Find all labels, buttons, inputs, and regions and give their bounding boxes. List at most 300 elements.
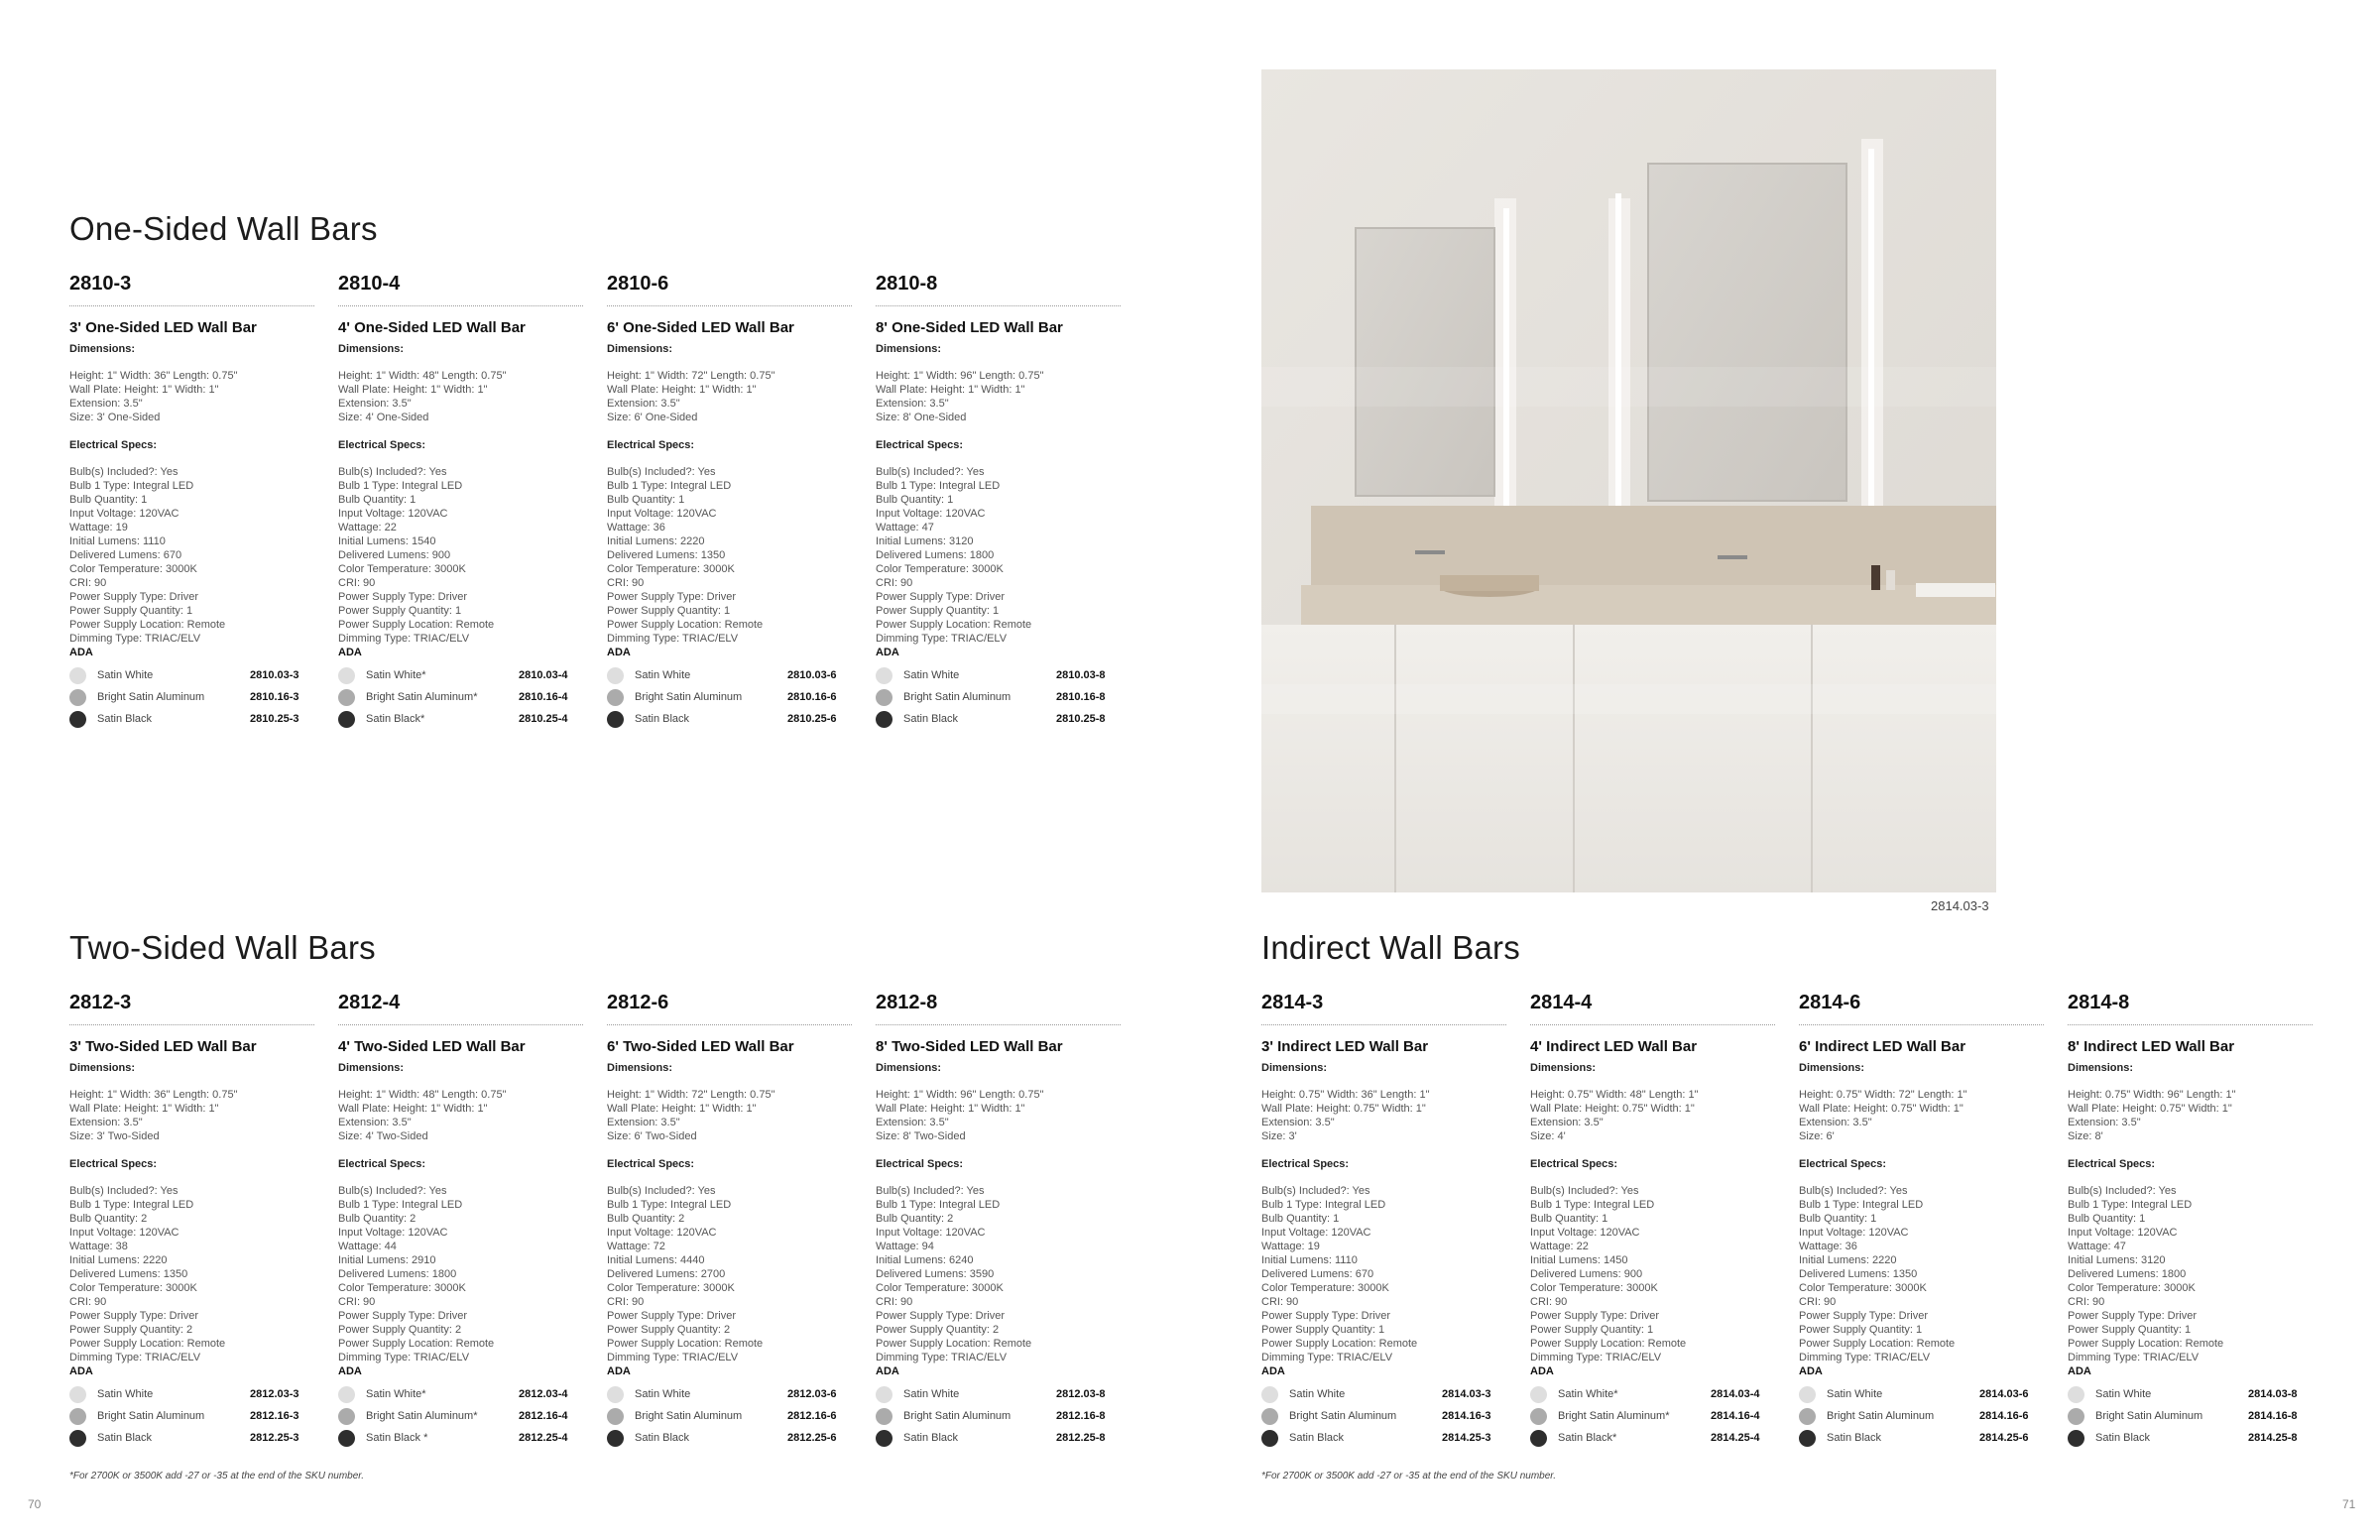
electrical-spec-line: Bulb 1 Type: Integral LED [1530,1199,1655,1211]
electrical-spec-line: Power Supply Location: Remote [1799,1338,1956,1350]
ada-label: ADA [607,647,631,658]
electrical-spec-line: Initial Lumens: 2220 [607,535,705,547]
finish-sku: 2812.16-3 [250,1410,299,1422]
model-number: 2810-6 [607,270,852,306]
finish-list [69,664,314,730]
electrical-specs-block [607,465,852,659]
electrical-specs-block [2068,1184,2313,1378]
dimension-line: Size: 8' Two-Sided [876,1130,966,1142]
dimension-line: Size: 4' [1530,1130,1566,1142]
dimensions-label: Dimensions: [69,1062,136,1074]
finish-sku: 2814.03-8 [2248,1388,2298,1400]
finish-list [876,664,1121,730]
finish-swatch-icon [338,689,355,706]
finish-swatch-icon [876,1430,892,1447]
ada-label: ADA [876,647,899,658]
model-number: 2814-6 [1799,989,2044,1025]
electrical-spec-line: Color Temperature: 3000K [607,563,735,575]
electrical-spec-line: Power Supply Quantity: 1 [2068,1324,2192,1336]
dimension-line: Height: 0.75" Width: 96" Length: 1" [2068,1089,2236,1101]
finish-name: Satin White* [1558,1388,1618,1400]
ada-label: ADA [338,647,362,658]
finish-row [69,1427,314,1449]
electrical-spec-line: Bulb Quantity: 2 [338,1213,416,1225]
finish-sku: 2812.03-6 [787,1388,837,1400]
finish-row [338,1405,583,1427]
electrical-spec-line: Bulb 1 Type: Integral LED [607,480,732,492]
dimensions-block [338,369,583,424]
electrical-spec-line: Power Supply Quantity: 1 [876,605,1000,617]
dimension-line: Wall Plate: Height: 1" Width: 1" [338,1103,488,1115]
electrical-specs-block [876,1184,1121,1378]
electrical-spec-line: CRI: 90 [876,577,913,589]
finish-name: Satin White [1289,1388,1346,1400]
electrical-spec-line: Bulb(s) Included?: Yes [338,466,447,478]
finish-row [69,686,314,708]
finish-name: Satin White [97,669,154,681]
electrical-spec-line: Power Supply Quantity: 1 [1261,1324,1385,1336]
finish-row [2068,1427,2313,1449]
finish-row [1261,1405,1506,1427]
finish-swatch-icon [338,1386,355,1403]
dimension-line: Height: 1" Width: 36" Length: 0.75" [69,1089,238,1101]
electrical-spec-line: Wattage: 36 [1799,1241,1857,1252]
electrical-spec-line: Initial Lumens: 1540 [338,535,436,547]
finish-swatch-icon [69,667,86,684]
dimension-line: Size: 6' Two-Sided [607,1130,697,1142]
finish-swatch-icon [1530,1430,1547,1447]
finish-sku: 2814.03-6 [1979,1388,2029,1400]
electrical-spec-line: Bulb 1 Type: Integral LED [1261,1199,1386,1211]
model-number: 2814-4 [1530,989,1775,1025]
finish-row [876,1405,1121,1427]
electrical-spec-line: Power Supply Quantity: 1 [607,605,731,617]
finish-swatch-icon [876,1408,892,1425]
electrical-spec-line: Wattage: 22 [338,522,397,533]
finish-row [69,708,314,730]
ada-label: ADA [876,1365,899,1377]
finish-swatch-icon [69,1386,86,1403]
finish-name: Satin Black [635,1432,690,1444]
finish-swatch-icon [69,689,86,706]
finish-sku: 2812.16-4 [519,1410,568,1422]
electrical-spec-line: Dimming Type: TRIAC/ELV [69,633,201,645]
finish-swatch-icon [876,1386,892,1403]
model-number: 2812-4 [338,989,583,1025]
electrical-spec-line: Delivered Lumens: 3590 [876,1268,995,1280]
electrical-spec-line: Delivered Lumens: 670 [1261,1268,1374,1280]
dimension-line: Extension: 3.5" [69,398,143,410]
finish-name: Satin Black [903,713,959,725]
finish-sku: 2812.03-3 [250,1388,299,1400]
dimension-line: Wall Plate: Height: 1" Width: 1" [69,1103,219,1115]
ada-label: ADA [338,1365,362,1377]
electrical-spec-line: Power Supply Location: Remote [338,1338,495,1350]
ada-label: ADA [1799,1365,1823,1377]
finish-name: Satin Black [635,713,690,725]
finish-swatch-icon [607,689,624,706]
finish-list [338,1383,583,1449]
model-number: 2812-6 [607,989,852,1025]
electrical-spec-line: Power Supply Location: Remote [607,1338,764,1350]
electrical-spec-line: CRI: 90 [1261,1296,1299,1308]
finish-sku: 2812.25-6 [787,1432,837,1444]
electrical-spec-line: Delivered Lumens: 1350 [1799,1268,1918,1280]
electrical-spec-line: Power Supply Location: Remote [1261,1338,1418,1350]
dimension-line: Size: 3' One-Sided [69,412,161,423]
finish-sku: 2814.03-3 [1442,1388,1491,1400]
electrical-spec-line: Bulb 1 Type: Integral LED [338,1199,463,1211]
electrical-spec-line: Input Voltage: 120VAC [69,1227,179,1239]
page-number-left: 70 [28,1497,42,1511]
finish-row [69,1383,314,1405]
dimension-line: Height: 1" Width: 96" Length: 0.75" [876,1089,1044,1101]
electrical-spec-line: CRI: 90 [607,1296,645,1308]
bathroom-illustration [1261,69,1996,892]
finish-row [607,664,852,686]
electrical-spec-line: Power Supply Type: Driver [876,591,1006,603]
electrical-spec-line: Bulb 1 Type: Integral LED [338,480,463,492]
finish-list [1261,1383,1506,1449]
electrical-spec-line: Power Supply Location: Remote [69,619,226,631]
finish-sku: 2810.25-6 [787,713,837,725]
finish-sku: 2812.25-8 [1056,1432,1106,1444]
dimension-line: Wall Plate: Height: 1" Width: 1" [607,1103,757,1115]
finish-row [607,686,852,708]
electrical-specs-label: Electrical Specs: [338,1158,426,1170]
dimension-line: Size: 6' [1799,1130,1835,1142]
electrical-spec-line: Power Supply Type: Driver [69,591,199,603]
dimensions-label: Dimensions: [1799,1062,1865,1074]
finish-name: Satin White [635,669,691,681]
finish-name: Satin Black [97,713,153,725]
finish-swatch-icon [1530,1408,1547,1425]
dimensions-label: Dimensions: [607,343,673,355]
electrical-specs-label: Electrical Specs: [2068,1158,2156,1170]
dimensions-block [607,1088,852,1143]
electrical-spec-line: Bulb Quantity: 2 [876,1213,954,1225]
finish-list [607,664,852,730]
electrical-spec-line: Wattage: 94 [876,1241,934,1252]
electrical-spec-line: Color Temperature: 3000K [607,1282,735,1294]
electrical-spec-line: Bulb 1 Type: Integral LED [69,1199,194,1211]
dimensions-label: Dimensions: [2068,1062,2134,1074]
dimension-line: Extension: 3.5" [1799,1117,1872,1128]
finish-sku: 2812.03-8 [1056,1388,1106,1400]
model-number: 2810-3 [69,270,314,306]
electrical-spec-line: Input Voltage: 120VAC [607,508,717,520]
dimension-line: Height: 1" Width: 48" Length: 0.75" [338,370,507,382]
product-column [69,270,314,730]
dimension-line: Size: 6' One-Sided [607,412,698,423]
finish-name: Satin White [2095,1388,2152,1400]
finish-sku: 2810.25-4 [519,713,568,725]
finish-swatch-icon [1261,1430,1278,1447]
finish-row [876,1383,1121,1405]
dimensions-block [1530,1088,1775,1143]
model-number: 2812-8 [876,989,1121,1025]
finish-swatch-icon [338,1408,355,1425]
finish-row [2068,1383,2313,1405]
dimension-line: Height: 1" Width: 72" Length: 0.75" [607,370,775,382]
electrical-spec-line: Power Supply Location: Remote [607,619,764,631]
electrical-specs-label: Electrical Specs: [69,1158,158,1170]
electrical-spec-line: Power Supply Quantity: 2 [607,1324,731,1336]
dimension-line: Height: 0.75" Width: 72" Length: 1" [1799,1089,1967,1101]
dimension-line: Extension: 3.5" [69,1117,143,1128]
finish-swatch-icon [1530,1386,1547,1403]
electrical-specs-block [69,465,314,659]
finish-swatch-icon [69,1430,86,1447]
finish-name: Bright Satin Aluminum* [1558,1410,1670,1422]
dimensions-block [876,369,1121,424]
finish-row [338,664,583,686]
finish-sku: 2810.03-4 [519,669,568,681]
electrical-spec-line: Power Supply Type: Driver [607,591,737,603]
finish-swatch-icon [1799,1408,1816,1425]
dimension-line: Wall Plate: Height: 0.75" Width: 1" [2068,1103,2232,1115]
electrical-specs-label: Electrical Specs: [1799,1158,1887,1170]
dimension-line: Size: 3' [1261,1130,1297,1142]
finish-row [1530,1383,1775,1405]
electrical-spec-line: Initial Lumens: 2910 [338,1254,436,1266]
finish-name: Bright Satin Aluminum [97,691,205,703]
dimension-line: Extension: 3.5" [607,398,680,410]
dimension-line: Wall Plate: Height: 1" Width: 1" [607,384,757,396]
electrical-spec-line: Power Supply Type: Driver [2068,1310,2198,1322]
electrical-spec-line: Power Supply Type: Driver [1799,1310,1929,1322]
dimensions-block [876,1088,1121,1143]
dimensions-block [607,369,852,424]
product-name: 3' Indirect LED Wall Bar [1261,1038,1429,1055]
model-number: 2812-3 [69,989,314,1025]
finish-name: Satin Black [903,1432,959,1444]
dimension-line: Extension: 3.5" [2068,1117,2141,1128]
finish-sku: 2812.03-4 [519,1388,568,1400]
finish-name: Bright Satin Aluminum [97,1410,205,1422]
electrical-spec-line: Color Temperature: 3000K [876,1282,1004,1294]
ada-label: ADA [1530,1365,1554,1377]
dimension-line: Height: 1" Width: 48" Length: 0.75" [338,1089,507,1101]
finish-sku: 2810.16-6 [787,691,837,703]
photo-caption: 2814.03-3 [1931,898,1989,913]
electrical-specs-label: Electrical Specs: [876,1158,964,1170]
product-column [876,989,1121,1449]
electrical-spec-line: Power Supply Type: Driver [338,591,468,603]
electrical-spec-line: Input Voltage: 120VAC [1799,1227,1909,1239]
finish-sku: 2812.16-8 [1056,1410,1106,1422]
electrical-spec-line: CRI: 90 [876,1296,913,1308]
finish-row [1530,1427,1775,1449]
electrical-spec-line: Bulb 1 Type: Integral LED [69,480,194,492]
electrical-spec-line: Power Supply Type: Driver [1530,1310,1660,1322]
electrical-spec-line: CRI: 90 [1530,1296,1568,1308]
electrical-spec-line: CRI: 90 [338,577,376,589]
section-title-one-sided: One-Sided Wall Bars [69,210,378,247]
electrical-spec-line: Bulb 1 Type: Integral LED [876,480,1001,492]
electrical-spec-line: Bulb Quantity: 1 [1261,1213,1340,1225]
finish-name: Bright Satin Aluminum [903,1410,1012,1422]
dimension-line: Wall Plate: Height: 0.75" Width: 1" [1799,1103,1964,1115]
finish-swatch-icon [2068,1386,2084,1403]
dimensions-block [69,369,314,424]
model-number: 2810-4 [338,270,583,306]
dimensions-label: Dimensions: [607,1062,673,1074]
electrical-spec-line: Color Temperature: 3000K [2068,1282,2196,1294]
finish-list [338,664,583,730]
electrical-spec-line: Bulb(s) Included?: Yes [876,466,985,478]
finish-swatch-icon [1261,1386,1278,1403]
finish-sku: 2810.16-4 [519,691,568,703]
electrical-spec-line: CRI: 90 [1799,1296,1837,1308]
dimensions-block [1799,1088,2044,1143]
finish-name: Bright Satin Aluminum* [366,691,478,703]
dimensions-block [2068,1088,2313,1143]
finish-sku: 2812.16-6 [787,1410,837,1422]
electrical-specs-block [338,1184,583,1378]
electrical-spec-line: Bulb Quantity: 1 [1799,1213,1877,1225]
electrical-specs-block [1530,1184,1775,1378]
product-column [338,989,583,1449]
page-number-right: 71 [2342,1497,2356,1511]
finish-name: Bright Satin Aluminum [1827,1410,1935,1422]
ada-label: ADA [2068,1365,2091,1377]
product-column [69,989,314,1449]
dimension-line: Size: 8' [2068,1130,2103,1142]
finish-row [607,708,852,730]
electrical-spec-line: Bulb Quantity: 1 [1530,1213,1608,1225]
finish-sku: 2810.03-6 [787,669,837,681]
finish-sku: 2812.25-3 [250,1432,299,1444]
product-name: 4' One-Sided LED Wall Bar [338,319,526,336]
electrical-spec-line: Bulb Quantity: 2 [607,1213,685,1225]
electrical-specs-label: Electrical Specs: [607,439,695,451]
finish-row [338,708,583,730]
dimensions-label: Dimensions: [338,343,405,355]
dimension-line: Extension: 3.5" [876,398,949,410]
finish-sku: 2814.16-3 [1442,1410,1491,1422]
electrical-spec-line: Delivered Lumens: 670 [69,549,182,561]
finish-swatch-icon [876,711,892,728]
dimensions-label: Dimensions: [876,343,942,355]
finish-row [69,664,314,686]
electrical-spec-line: Color Temperature: 3000K [1799,1282,1927,1294]
electrical-spec-line: Delivered Lumens: 900 [1530,1268,1643,1280]
product-column [1799,989,2044,1449]
electrical-spec-line: Power Supply Quantity: 1 [338,605,462,617]
electrical-spec-line: Delivered Lumens: 1350 [607,549,726,561]
product-column [607,989,852,1449]
finish-row [876,708,1121,730]
finish-sku: 2812.25-4 [519,1432,568,1444]
finish-row [1799,1405,2044,1427]
finish-swatch-icon [607,667,624,684]
finish-name: Satin Black [2095,1432,2151,1444]
electrical-spec-line: Dimming Type: TRIAC/ELV [876,1352,1008,1363]
electrical-spec-line: Input Voltage: 120VAC [876,1227,986,1239]
product-name: 6' Indirect LED Wall Bar [1799,1038,1966,1055]
finish-swatch-icon [876,689,892,706]
electrical-spec-line: Power Supply Location: Remote [2068,1338,2224,1350]
electrical-specs-label: Electrical Specs: [338,439,426,451]
electrical-spec-line: Dimming Type: TRIAC/ELV [607,1352,739,1363]
electrical-spec-line: Power Supply Quantity: 2 [69,1324,193,1336]
electrical-spec-line: Dimming Type: TRIAC/ELV [1261,1352,1393,1363]
dimensions-label: Dimensions: [876,1062,942,1074]
dimension-line: Wall Plate: Height: 0.75" Width: 1" [1261,1103,1426,1115]
electrical-spec-line: Dimming Type: TRIAC/ELV [2068,1352,2200,1363]
product-name: 8' Indirect LED Wall Bar [2068,1038,2235,1055]
electrical-spec-line: Power Supply Location: Remote [69,1338,226,1350]
electrical-spec-line: Color Temperature: 3000K [69,563,197,575]
finish-name: Satin Black * [366,1432,428,1444]
electrical-spec-line: Bulb(s) Included?: Yes [607,466,716,478]
finish-name: Satin White [1827,1388,1883,1400]
electrical-spec-line: Bulb 1 Type: Integral LED [2068,1199,2193,1211]
electrical-spec-line: Initial Lumens: 1450 [1530,1254,1628,1266]
electrical-spec-line: Wattage: 47 [2068,1241,2126,1252]
product-name: 8' Two-Sided LED Wall Bar [876,1038,1063,1055]
electrical-spec-line: Input Voltage: 120VAC [2068,1227,2178,1239]
electrical-spec-line: Wattage: 47 [876,522,934,533]
finish-name: Bright Satin Aluminum* [366,1410,478,1422]
finish-swatch-icon [876,667,892,684]
electrical-spec-line: Bulb Quantity: 1 [69,494,148,506]
dimensions-label: Dimensions: [338,1062,405,1074]
finish-sku: 2810.03-8 [1056,669,1106,681]
finish-name: Satin White [903,1388,960,1400]
finish-row [607,1405,852,1427]
finish-name: Satin White [903,669,960,681]
section-title-two-sided: Two-Sided Wall Bars [69,929,376,966]
electrical-spec-line: Color Temperature: 3000K [1530,1282,1658,1294]
electrical-specs-block [1261,1184,1506,1378]
dimensions-label: Dimensions: [1530,1062,1597,1074]
finish-name: Satin White [97,1388,154,1400]
finish-row [607,1427,852,1449]
dimension-line: Height: 1" Width: 72" Length: 0.75" [607,1089,775,1101]
dimension-line: Size: 4' One-Sided [338,412,429,423]
finish-row [1799,1383,2044,1405]
dimension-line: Extension: 3.5" [876,1117,949,1128]
finish-swatch-icon [1261,1408,1278,1425]
dimension-line: Size: 3' Two-Sided [69,1130,160,1142]
dimensions-block [1261,1088,1506,1143]
electrical-spec-line: Power Supply Type: Driver [607,1310,737,1322]
electrical-spec-line: Initial Lumens: 2220 [1799,1254,1897,1266]
dimension-line: Extension: 3.5" [1261,1117,1335,1128]
electrical-spec-line: Power Supply Location: Remote [1530,1338,1687,1350]
electrical-spec-line: Dimming Type: TRIAC/ELV [1530,1352,1662,1363]
electrical-spec-line: Color Temperature: 3000K [338,1282,466,1294]
dimension-line: Height: 0.75" Width: 48" Length: 1" [1530,1089,1699,1101]
finish-sku: 2814.16-6 [1979,1410,2029,1422]
footnote-left: *For 2700K or 3500K add -27 or -35 at the end of the SKU number. [69,1471,365,1481]
finish-name: Satin Black* [1558,1432,1617,1444]
electrical-spec-line: Wattage: 19 [69,522,128,533]
electrical-spec-line: Wattage: 38 [69,1241,128,1252]
electrical-spec-line: Power Supply Location: Remote [338,619,495,631]
electrical-spec-line: Initial Lumens: 3120 [876,535,974,547]
finish-swatch-icon [607,1386,624,1403]
electrical-spec-line: Power Supply Quantity: 1 [69,605,193,617]
electrical-spec-line: Wattage: 44 [338,1241,397,1252]
electrical-spec-line: CRI: 90 [338,1296,376,1308]
electrical-spec-line: Bulb(s) Included?: Yes [607,1185,716,1197]
electrical-spec-line: Bulb Quantity: 1 [876,494,954,506]
finish-name: Satin White* [366,1388,426,1400]
electrical-spec-line: Initial Lumens: 3120 [2068,1254,2166,1266]
